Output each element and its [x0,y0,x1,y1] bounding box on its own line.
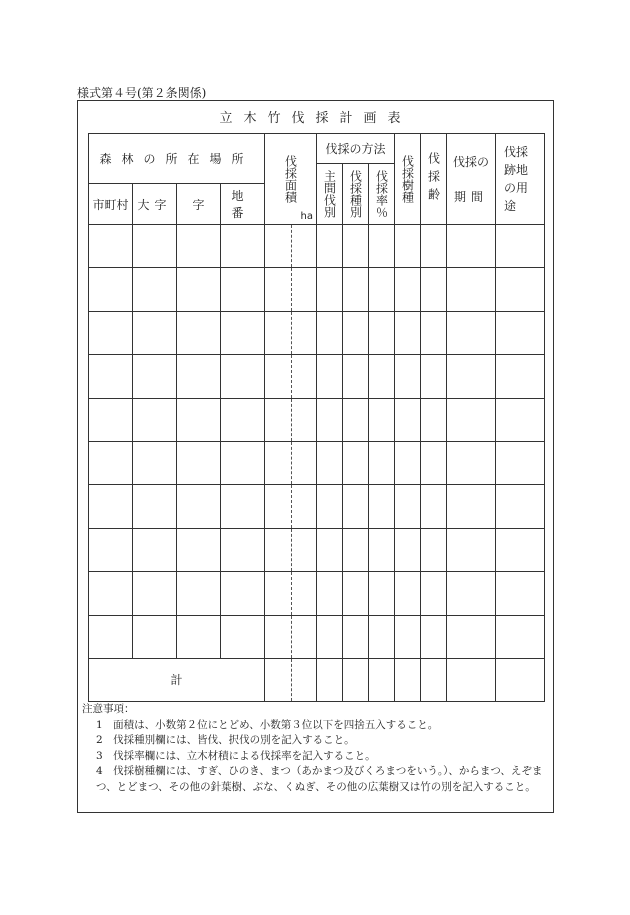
input-cell[interactable] [496,572,545,615]
data-rows [89,225,545,659]
input-cell[interactable] [395,485,421,528]
age-header [421,134,447,225]
input-cell[interactable] [421,528,447,571]
input-cell[interactable] [496,268,545,311]
input-cell[interactable] [177,398,221,441]
input-cell[interactable] [447,441,496,484]
method-group-header [317,134,395,164]
input-cell[interactable] [177,441,221,484]
form-frame [77,100,554,813]
input-cell[interactable] [447,528,496,571]
input-cell[interactable] [89,355,133,398]
input-cell[interactable] [395,572,421,615]
input-cell[interactable] [89,268,133,311]
area-input-cell[interactable] [265,528,317,571]
total-label: 計 [170,673,183,688]
table-row [89,225,545,268]
oaza-header [133,184,177,225]
table-row [89,268,545,311]
input-cell[interactable] [317,441,343,484]
period-label-top: 伐採の [453,155,490,169]
input-cell[interactable] [395,441,421,484]
input-cell[interactable] [177,615,221,658]
total-cell[interactable] [343,658,369,701]
input-cell[interactable] [496,398,545,441]
input-cell[interactable] [89,572,133,615]
input-cell[interactable] [395,355,421,398]
input-cell[interactable] [369,355,395,398]
input-cell[interactable] [177,311,221,354]
input-cell[interactable] [221,311,265,354]
input-cell[interactable] [133,615,177,658]
notes-heading: 注意事項： [82,703,135,715]
input-cell[interactable] [447,572,496,615]
age-label: 伐採齢 [426,152,441,206]
note-item-2: 2 伐採種別欄には、皆伐、択伐の別を記入すること。 [96,734,355,746]
area-unit: ha [300,211,314,222]
input-cell[interactable] [369,441,395,484]
input-cell[interactable] [343,311,369,354]
area-input-cell[interactable] [265,225,317,268]
input-cell[interactable] [421,311,447,354]
input-cell[interactable] [317,528,343,571]
input-cell[interactable] [317,355,343,398]
input-cell[interactable] [369,398,395,441]
period-header [447,134,496,225]
input-cell[interactable] [496,485,545,528]
area-input-cell[interactable] [265,441,317,484]
input-cell[interactable] [496,355,545,398]
note-item-1: 1 面積は、小数第２位にとどめ、小数第３位以下を四捨五入すること。 [96,718,439,731]
input-cell[interactable] [421,225,447,268]
input-cell[interactable] [395,615,421,658]
input-cell[interactable] [421,398,447,441]
input-cell[interactable] [343,615,369,658]
input-cell[interactable] [343,225,369,268]
input-cell[interactable] [89,485,133,528]
input-cell[interactable] [89,398,133,441]
input-cell[interactable] [133,485,177,528]
use-header [496,134,545,225]
input-cell[interactable] [177,268,221,311]
input-cell[interactable] [369,615,395,658]
input-cell[interactable] [133,268,177,311]
input-cell[interactable] [89,225,133,268]
aza-header [177,184,221,225]
input-cell[interactable] [496,225,545,268]
cut-rate-header [369,164,395,225]
input-cell[interactable] [317,398,343,441]
input-cell[interactable] [317,268,343,311]
input-cell[interactable] [395,398,421,441]
input-cell[interactable] [317,485,343,528]
note-item-3: 3 伐採率欄には、立木材積による伐採率を記入すること。 [96,749,376,762]
notes [82,702,547,795]
input-cell[interactable] [221,398,265,441]
input-cell[interactable] [177,355,221,398]
input-cell[interactable] [133,572,177,615]
input-cell[interactable] [421,441,447,484]
input-cell[interactable] [369,268,395,311]
input-cell[interactable] [89,528,133,571]
input-cell[interactable] [369,528,395,571]
aza-label: 字 [192,197,205,212]
total-cell[interactable] [317,658,343,701]
input-cell[interactable] [177,572,221,615]
input-cell[interactable] [221,355,265,398]
total-row [89,658,545,701]
input-cell[interactable] [221,528,265,571]
area-input-cell[interactable] [265,268,317,311]
input-cell[interactable] [395,268,421,311]
lot-header [221,184,265,225]
area-input-cell[interactable] [265,311,317,354]
input-cell[interactable] [343,398,369,441]
area-input-cell[interactable] [265,398,317,441]
table-row [89,311,545,354]
input-cell[interactable] [221,485,265,528]
total-cell[interactable] [421,658,447,701]
input-cell[interactable] [496,615,545,658]
input-cell[interactable] [395,311,421,354]
total-label-cell [89,658,265,701]
input-cell[interactable] [369,572,395,615]
input-cell[interactable] [369,311,395,354]
total-cell[interactable] [496,658,545,701]
location-group-header [89,134,265,184]
city-header [89,184,133,225]
species-header [395,134,421,225]
input-cell[interactable] [221,615,265,658]
input-cell[interactable] [133,225,177,268]
cut-kind-label: 伐採種別 [348,170,363,218]
input-cell[interactable] [421,268,447,311]
input-cell[interactable] [89,441,133,484]
input-cell[interactable] [317,311,343,354]
input-cell[interactable] [421,572,447,615]
city-label: 市町村 [92,197,129,212]
input-cell[interactable] [221,225,265,268]
input-cell[interactable] [447,485,496,528]
input-cell[interactable] [317,572,343,615]
input-cell[interactable] [447,268,496,311]
input-cell[interactable] [343,268,369,311]
input-cell[interactable] [177,528,221,571]
area-header [265,134,317,225]
input-cell[interactable] [133,398,177,441]
input-cell[interactable] [369,485,395,528]
input-cell[interactable] [447,311,496,354]
input-cell[interactable] [343,572,369,615]
oaza-label: 大字 [137,197,172,212]
cut-type-header [317,164,343,225]
input-cell[interactable] [447,398,496,441]
input-cell[interactable] [133,311,177,354]
input-cell[interactable] [221,268,265,311]
cut-kind-header [343,164,369,225]
input-cell[interactable] [395,528,421,571]
input-cell[interactable] [177,225,221,268]
area-input-cell[interactable] [265,355,317,398]
note-item-4: 4 伐採樹種欄には、すぎ、ひのき、まつ（あかまつ及びくろまつをいう。）、からまつ、えぞまつ、とどまつ、その他の針葉樹、ぶな、くぬぎ、その他の広葉樹又は竹の別を記入すること。 [96,765,543,793]
table-row [89,572,545,615]
input-cell[interactable] [496,311,545,354]
location-group-label: 森林の所在場所 [99,152,254,166]
input-cell[interactable] [447,225,496,268]
input-cell[interactable] [89,311,133,354]
area-label: 伐採面積 [283,155,298,203]
form-title: 立木竹伐採計画表 [219,111,412,126]
input-cell[interactable] [447,355,496,398]
input-cell[interactable] [496,528,545,571]
input-cell[interactable] [89,615,133,658]
period-label-bottom: 期間 [454,190,489,204]
table-row [89,398,545,441]
method-group-label: 伐採の方法 [325,142,386,156]
input-cell[interactable] [133,441,177,484]
table-row [89,441,545,484]
input-cell[interactable] [343,528,369,571]
area-input-cell[interactable] [265,485,317,528]
input-cell[interactable] [421,355,447,398]
input-cell[interactable] [421,615,447,658]
lot-label: 地番 [231,189,254,220]
table-row [89,355,545,398]
input-cell[interactable] [447,615,496,658]
input-cell[interactable] [133,355,177,398]
total-area-cell[interactable] [265,658,317,701]
input-cell[interactable] [421,485,447,528]
input-cell[interactable] [317,615,343,658]
area-input-cell[interactable] [265,615,317,658]
cut-type-label: 主間伐別 [322,170,337,218]
species-label: 伐採樹種 [400,155,415,203]
input-cell[interactable] [369,225,395,268]
use-label: 伐採跡地の用途 [504,145,529,213]
input-cell[interactable] [317,225,343,268]
input-cell[interactable] [343,485,369,528]
table-row [89,615,545,658]
total-cell[interactable] [369,658,395,701]
input-cell[interactable] [221,441,265,484]
table-row [89,528,545,571]
area-input-cell[interactable] [265,572,317,615]
input-cell[interactable] [343,355,369,398]
form-label: 様式第４号(第２条関係) [77,86,207,100]
cut-rate-label: 伐採率％ [374,170,389,218]
input-cell[interactable] [496,441,545,484]
table-row [89,485,545,528]
input-cell[interactable] [221,572,265,615]
input-cell[interactable] [395,225,421,268]
input-cell[interactable] [343,441,369,484]
total-cell[interactable] [447,658,496,701]
total-cell[interactable] [395,658,421,701]
input-cell[interactable] [177,485,221,528]
harvest-plan-table [88,133,545,702]
input-cell[interactable] [133,528,177,571]
